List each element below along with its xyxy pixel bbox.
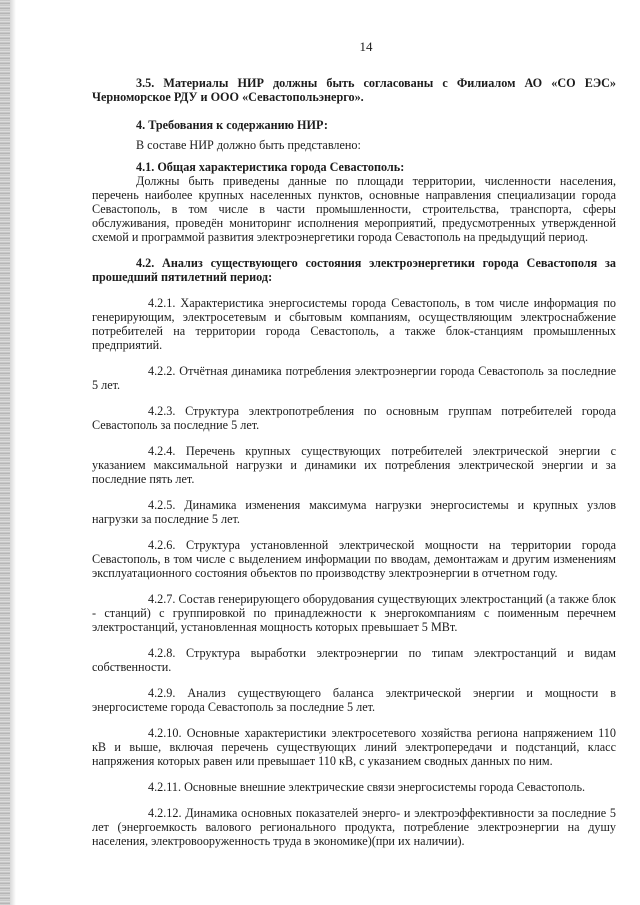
item-4-2-4: 4.2.4. Перечень крупных существующих потребителей электрической энергии с указанием максимальной нагрузки и динамики их потребления электрической энергии и за последние пять лет. (92, 444, 616, 486)
section-4-title: 4. Требования к содержанию НИР: (136, 118, 328, 132)
item-4-2-3: 4.2.3. Структура электропотребления по основным группам потребителей города Севастополь за последние 5 лет. (92, 404, 616, 432)
page-number: 14 (359, 39, 373, 54)
section-4-1-title: 4.1. Общая характеристика города Севастополь: (136, 160, 405, 174)
item-4-2-2: 4.2.2. Отчётная динамика потребления электроэнергии города Севастополь за последние 5 лет. (92, 364, 616, 392)
scan-shadow (10, 0, 16, 905)
item-4-2-10: 4.2.10. Основные характеристики электросетевого хозяйства региона напряжением 110 кВ и выше, включая перечень существующих линий электропередачи и подстанций, класс напряжения которых равен или превышает 110 кВ, с указанием сводных данных по ним. (92, 726, 616, 768)
document-page (92, 40, 616, 860)
section-4-1-text: Должны быть приведены данные по площади территории, численности населения, перечень наиболее крупных населенных пунктов, основные направления специализации города Севастополь, в том числе в части промышленности, строительства, транспорта, сферы обслуживания, проведён мониторинг исполнения мероприятий, предусмотренных утвержденной схемой и программой развития электроэнергетики города Севастополь на предыдущий период. (92, 174, 616, 244)
item-4-2-8: 4.2.8. Структура выработки электроэнергии по типам электростанций и видам собственности. (92, 646, 616, 674)
item-4-2-7: 4.2.7. Состав генерирующего оборудования существующих электростанций (а также блок - станций) с группировкой по принадлежности к энергокомпаниям с поименным перечнем электростанций, установленная мощность которых превышает 5 МВт. (92, 592, 616, 634)
section-4-2-title: 4.2. Анализ существующего состояния электроэнергетики города Севастополя за прошедший пятилетний период: (92, 256, 616, 284)
item-4-2-9: 4.2.9. Анализ существующего баланса электрической энергии и мощности в энергосистеме города Севастополь за последние 5 лет. (92, 686, 616, 714)
item-4-2-12: 4.2.12. Динамика основных показателей энерго- и электроэффективности за последние 5 лет (энергоемкость валового регионального продукта, потребление электроэнергии на душу населения, электровооруженность труда в экономике)(при их наличии). (92, 806, 616, 848)
section-4-intro: В составе НИР должно быть представлено: (136, 138, 361, 152)
section-3-5: 3.5. Материалы НИР должны быть согласованы с Филиалом АО «СО ЕЭС» Черноморское РДУ и ООО «Севастопольэнерго». (92, 76, 616, 104)
scan-edge (0, 0, 10, 905)
item-4-2-6: 4.2.6. Структура установленной электрической мощности на территории города Севастополь, в том числе с выделением информации по вводам, демонтажам и другим изменениям эксплуатационного состояния объектов по производству электроэнергии в отчетном году. (92, 538, 616, 580)
item-4-2-5: 4.2.5. Динамика изменения максимума нагрузки энергосистемы и крупных узлов нагрузки за последние 5 лет. (92, 498, 616, 526)
item-4-2-1: 4.2.1. Характеристика энергосистемы города Севастополь, в том числе информация по генерирующим, электросетевым и сбытовым компаниям, осуществляющим электроснабжение потребителей на территории города Севастополь, а также блок-станциям промышленных предприятий. (92, 296, 616, 352)
item-4-2-11: 4.2.11. Основные внешние электрические связи энергосистемы города Севастополь. (148, 780, 586, 794)
